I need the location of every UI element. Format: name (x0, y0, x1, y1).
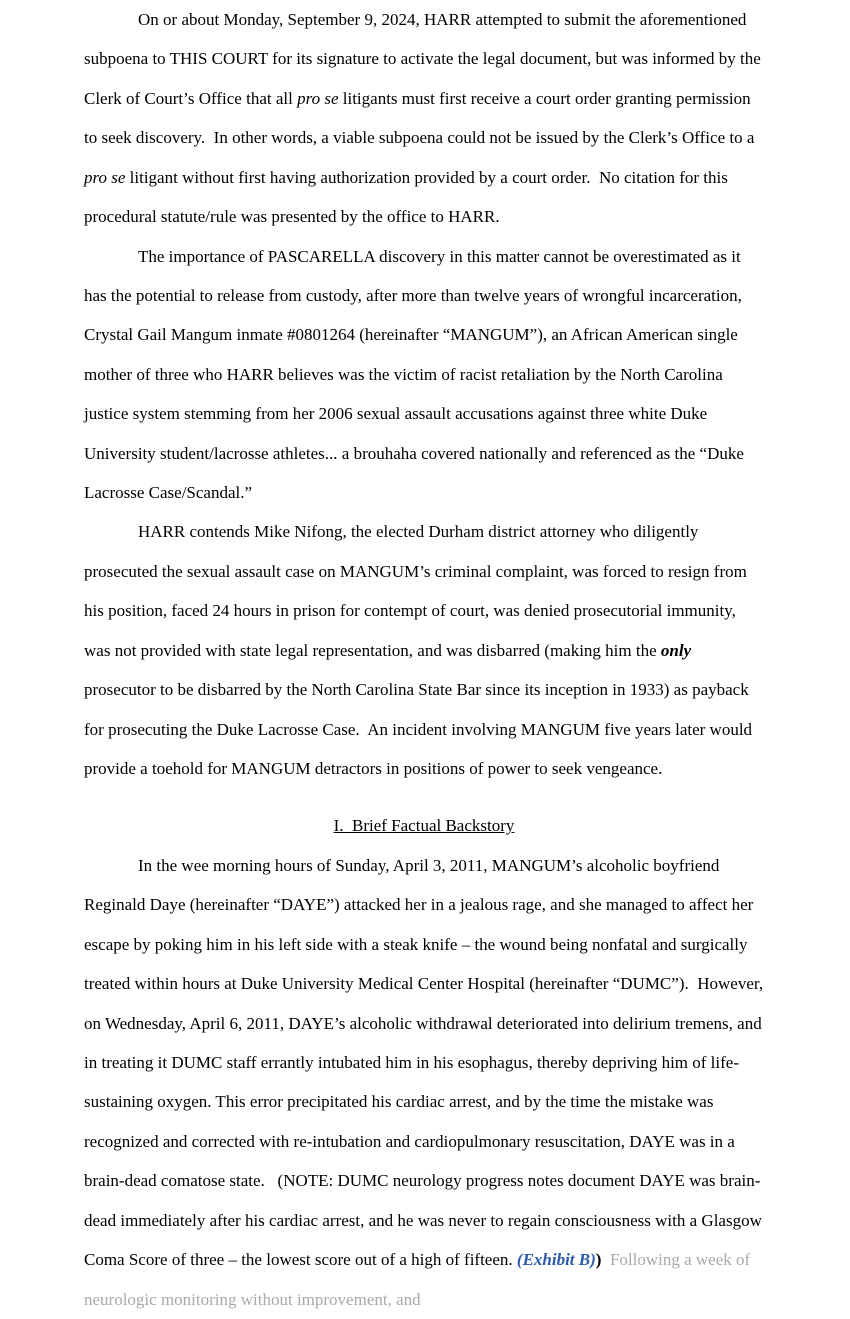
text-run: HARR contends Mike Nifong, the elected Durham district attorney who diligently prosecuted the sexual assault case on MANGUM’s criminal complaint, was forced to resign from his position, faced 24 hours in prison for contempt of court, was denied prosecutorial immunity, was not provided with state legal representation, and was disbarred (making him the (84, 522, 747, 660)
paragraph (84, 237, 764, 513)
exhibit-b-link[interactable]: (Exhibit B) (516, 1250, 596, 1270)
text-run: litigant without first having authorization provided by a court order. No citation for this procedural statute/rule was presented by the office to HARR. (84, 167, 728, 227)
text-run: In the wee morning hours of Sunday, April 3, 2011, MANGUM’s alcoholic boyfriend Reginald Daye (hereinafter “DAYE”) attacked her in a jealous rage, and she managed to affect her escape by poking him in his left side with a steak knife – the wound being nonfatal and surgically treated within hours at Duke University Medical Center Hospital (hereinafter “DUMC”). However, on Wednesday, April 6, 2011, DAYE’s alcoholic withdrawal deteriorated into delirium tremens, and in treating it DUMC staff errantly intubated him in his esophagus, thereby depriving him of life-sustaining oxygen. This error precipitated his cardiac arrest, and by the time the mistake was recognized and corrected with re-intubation and cardiopulmonary resuscitation, DAYE was in a brain-dead comatose state. (NOTE: DUMC neurology progress notes document DAYE was brain-dead immediately after his cardiac arrest, and he was never to regain consciousness with a Glasgow Coma Score of three – the lowest score out of a high of fifteen. (84, 855, 764, 1270)
paragraph (84, 846, 764, 1319)
text-run: On or about Monday, September 9, 2024, HARR attempted to submit the aforementioned subpoena to THIS COURT for its signature to activate the legal document, but was informed by the Clerk of Court’s Office that all (84, 10, 761, 108)
document-body (84, 0, 764, 1319)
text-run: ) (595, 1250, 602, 1270)
text-run: prosecutor to be disbarred by the North Carolina State Bar since its inception in 1933) as payback for prosecuting the Duke Lacrosse Case. An incident involving MANGUM five years later would provide a toehold for MANGUM detractors in positions of power to seek vengeance. (84, 680, 753, 779)
text-run: pro se (84, 167, 126, 187)
text-run: only (660, 640, 692, 660)
paragraph (84, 0, 764, 237)
section-heading (84, 806, 764, 845)
text-run: litigants must first receive a court order granting permission to seek discovery. In other words, a viable subpoena could not be issued by the Clerk’s Office to a (84, 88, 755, 148)
paragraph (84, 512, 764, 788)
section-heading-text: I. Brief Factual Backstory (333, 816, 515, 836)
faded-text: Following a week of neurologic monitoring without improvement, and (84, 1250, 751, 1309)
text-run: The importance of PASCARELLA discovery in this matter cannot be overestimated as it has the potential to release from custody, after more than twelve years of wrongful incarceration, Crystal Gail Mangum inmate #0801264 (hereinafter “MANGUM”), an African American single mother of three who HARR believes was the victim of racist retaliation by the North Carolina justice system stemming from her 2006 sexual assault accusations against three white Duke University student/lacrosse athletes... a brouhaha covered nationally and referenced as the “Duke Lacrosse Case/Scandal.” (84, 246, 744, 503)
text-run: pro se (297, 88, 339, 108)
